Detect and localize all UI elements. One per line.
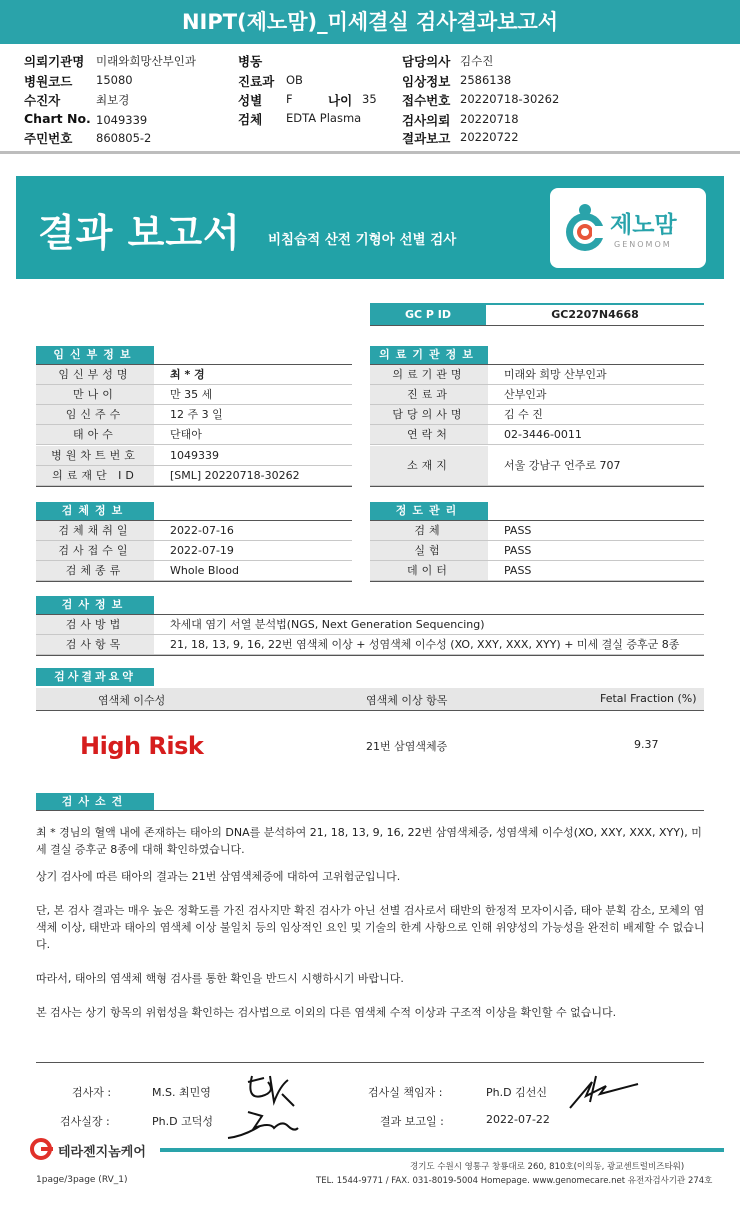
row-value: PASS <box>504 564 532 577</box>
row-value: 12 주 3 일 <box>170 408 223 421</box>
chart-label: Chart No. <box>24 111 91 126</box>
medical-row <box>370 385 704 405</box>
row-label: 검사방법 <box>36 615 154 634</box>
report-date-value: 2022-07-22 <box>486 1113 550 1126</box>
row-label: 검사접수일 <box>36 541 154 560</box>
findings-paragraph: 상기 검사에 따른 태아의 결과는 21번 삼염색체증에 대하여 고위험군입니다. <box>36 870 401 883</box>
row-value: [SML] 20220718-30262 <box>170 469 300 482</box>
row-value: 2022-07-19 <box>170 544 234 557</box>
logo-subtext: GENOMOM <box>614 240 672 249</box>
row-value: 단태아 <box>170 428 202 441</box>
row-label: 병원차트번호 <box>36 446 154 465</box>
findings-paragraph: 본 검사는 상기 항목의 위험성을 확인하는 검사법으로 이외의 다른 염색체 수적 이상과 구조적 이상을 확인할 수 없습니다. <box>36 1006 617 1019</box>
specimen-value: EDTA Plasma <box>286 111 362 125</box>
genomom-mark-icon <box>562 202 608 254</box>
tester-name: M.S. 최민영 <box>152 1086 211 1099</box>
pregnant-row <box>36 446 352 466</box>
ward-label: 병동 <box>238 54 263 69</box>
row-label: 연락처 <box>370 425 488 444</box>
summary-header <box>36 688 704 710</box>
institution-value: 미래와희망산부인과 <box>96 54 196 68</box>
report-value: 20220722 <box>460 130 519 144</box>
col-abnormal-item: 염색체 이상 항목 <box>366 694 448 707</box>
col-fetal-fraction: Fetal Fraction (%) <box>600 692 697 705</box>
terragen-logo-icon <box>30 1138 58 1160</box>
findings-tag: 검사소견 <box>36 793 154 811</box>
pregnant-row <box>36 405 352 425</box>
row-label: 실험 <box>370 541 488 560</box>
pregnant-row <box>36 425 352 445</box>
row-label: 검체 <box>370 521 488 540</box>
lab-head-signature <box>224 1106 300 1142</box>
row-value: 1049339 <box>170 449 219 462</box>
row-value: 산부인과 <box>504 388 547 401</box>
specimen-row <box>36 541 352 561</box>
doctor-label: 담당의사 <box>402 54 451 69</box>
director-name: Ph.D 김선신 <box>486 1086 547 1099</box>
company-contact: TEL. 1544-9771 / FAX. 031-8019-5004 Homepage. www.genomecare.net 유전자검사기관 274호 <box>316 1176 713 1186</box>
specimen-row <box>36 521 352 541</box>
director-label: 검사실 책임자 : <box>368 1086 443 1099</box>
dept-value: OB <box>286 73 303 87</box>
collector-label: 수진자 <box>24 93 61 108</box>
row-value: 최 * 경 <box>170 368 205 381</box>
row-label: 검체채취일 <box>36 521 154 540</box>
summary-tag: 검사결과요약 <box>36 668 154 686</box>
lab-head-label: 검사실장 : <box>60 1115 110 1128</box>
genomom-logo <box>550 188 706 268</box>
findings-paragraph: 따라서, 태아의 염색체 핵형 검사를 통한 확인을 반드시 시행하시기 바랍니다. <box>36 972 404 985</box>
findings-paragraph: 단, 본 검사 결과는 매우 높은 정확도를 가진 검사지만 확진 검사가 아닌 선별 검사로서 태반의 한정적 모자이시즘, 태아 분획 감소, 모체의 염색체 이상, 태반과 태아의 염색체 이상 불일치 등의 임상적인 요인 및 기술의 한계 사항으로 인해 위양성의 가능성을 완전히 배제할 수 없습니다. <box>36 904 705 951</box>
pregnant-row <box>36 365 352 385</box>
row-label: 검사항목 <box>36 635 154 654</box>
page-number: 1page/3page (RV_1) <box>36 1175 128 1185</box>
row-value: 차세대 염기 서열 분석법(NGS, Next Generation Sequencing) <box>170 618 485 631</box>
row-value: 02-3446-0011 <box>504 428 582 441</box>
clinical-value: 2586138 <box>460 73 512 87</box>
logo-text: 제노맘 <box>610 212 677 238</box>
report-banner <box>16 176 724 279</box>
test-info-tag: 검사정보 <box>36 596 154 614</box>
row-value: 김 수 진 <box>504 408 543 421</box>
row-label: 만나이 <box>36 385 154 404</box>
doctor-value: 김수진 <box>460 54 494 68</box>
medical-row <box>370 446 704 486</box>
risk-result: High Risk <box>80 732 204 760</box>
document-title: NIPT(제노맘)_미세결실 검사결과보고서 <box>0 0 740 44</box>
banner-subtitle: 비침습적 산전 기형아 선별 검사 <box>268 232 457 248</box>
medical-info-tag: 의료기관정보 <box>370 346 488 364</box>
request-label: 검사의뢰 <box>402 113 451 128</box>
request-value: 20220718 <box>460 112 519 126</box>
row-label: 임신주수 <box>36 405 154 424</box>
col-aneuploidy: 염색체 이수성 <box>98 694 166 707</box>
hospital-code-value: 15080 <box>96 73 133 87</box>
qc-row <box>370 541 704 561</box>
sex-label: 성별 <box>238 93 263 108</box>
clinical-label: 임상정보 <box>402 74 451 89</box>
pregnant-row <box>36 466 352 486</box>
row-label: 검체종류 <box>36 561 154 580</box>
company-address: 경기도 수원시 영통구 창룡대로 260, 810호(이의동, 광교센트럴비즈타워) <box>410 1162 685 1172</box>
age-value: 35 <box>362 92 377 106</box>
receipt-label: 접수번호 <box>402 93 451 108</box>
qc-row <box>370 521 704 541</box>
resident-label: 주민번호 <box>24 131 73 146</box>
pregnant-info-tag: 임신부정보 <box>36 346 154 364</box>
pregnant-row <box>36 385 352 405</box>
director-signature <box>566 1072 642 1112</box>
report-label: 결과보고 <box>402 131 451 146</box>
gcp-id-value: GC2207N4668 <box>551 308 639 321</box>
row-value: 서울 강남구 언주로 707 <box>504 459 621 472</box>
row-value: 2022-07-16 <box>170 524 234 537</box>
patient-info-box <box>0 44 740 154</box>
chart-value: 1049339 <box>96 113 148 127</box>
gcp-id-label: GC P ID <box>370 305 486 325</box>
row-label: 진료과 <box>370 385 488 404</box>
row-value: Whole Blood <box>170 564 239 577</box>
row-value: PASS <box>504 524 532 537</box>
row-label: 임신부성명 <box>36 365 154 384</box>
row-value: 21, 18, 13, 9, 16, 22번 염색체 이상 + 성염색체 이수성 (XO, XXY, XXX, XYY) + 미세 결실 증후군 8종 <box>170 638 680 651</box>
row-label: 소재지 <box>370 446 488 485</box>
resident-value: 860805-2 <box>96 131 152 145</box>
institution-label: 의뢰기관명 <box>24 54 85 69</box>
specimen-label: 검체 <box>238 112 263 127</box>
dept-label: 진료과 <box>238 74 275 89</box>
medical-row <box>370 425 704 445</box>
row-value: 미래와 희망 산부인과 <box>504 368 607 381</box>
collector-value: 최보경 <box>96 93 130 107</box>
specimen-row <box>36 561 352 581</box>
receipt-value: 20220718-30262 <box>460 92 560 106</box>
company-name: 테라젠지놈케어 <box>58 1145 146 1160</box>
abnormal-item-value: 21번 삼염색체증 <box>366 740 448 753</box>
specimen-info-tag: 검체정보 <box>36 502 154 520</box>
qc-tag: 정도관리 <box>370 502 488 520</box>
row-label: 데이터 <box>370 561 488 580</box>
tester-label: 검사자 : <box>72 1086 112 1099</box>
hospital-code-label: 병원코드 <box>24 74 73 89</box>
sex-value: F <box>286 92 293 106</box>
row-value: 만 35 세 <box>170 388 213 401</box>
test-row <box>36 615 704 635</box>
report-date-label: 결과 보고일 : <box>380 1115 444 1128</box>
row-value: PASS <box>504 544 532 557</box>
qc-row <box>370 561 704 581</box>
age-label: 나이 <box>328 93 353 108</box>
test-row <box>36 635 704 655</box>
lab-head-name: Ph.D 고덕성 <box>152 1115 213 1128</box>
row-label: 태아수 <box>36 425 154 444</box>
findings-paragraph: 최 * 경님의 혈액 내에 존재하는 태아의 DNA를 분석하여 21, 18, 13, 9, 16, 22번 삼염색체증, 성염색체 이수성(XO, XXY, XXX, XYY), 미세 결실 증후군 8종에 대해 확인하였습니다. <box>36 826 702 856</box>
medical-row <box>370 365 704 385</box>
medical-row <box>370 405 704 425</box>
fetal-fraction-value: 9.37 <box>634 738 659 751</box>
row-label: 의료기관명 <box>370 365 488 384</box>
banner-title: 결과 보고서 <box>38 211 241 255</box>
row-label: 담당의사명 <box>370 405 488 424</box>
row-label: 의료재단 ID <box>36 466 154 485</box>
